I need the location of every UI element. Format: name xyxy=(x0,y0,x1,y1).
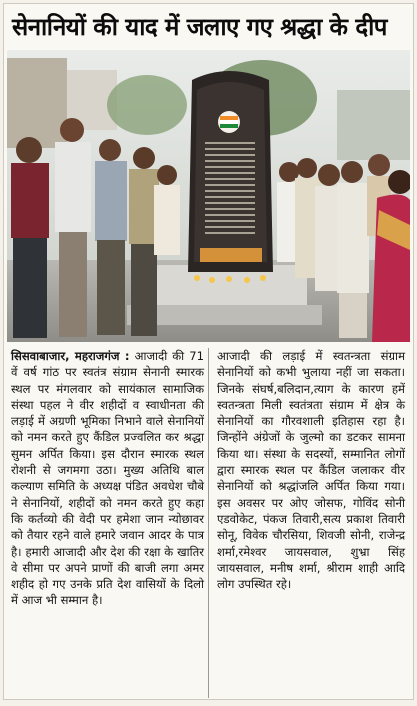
column-1-text: आजादी की 71 वें वर्ष गांठ पर स्वतंत्र संग्राम सेनानी स्मारक स्थल पर मंगलवार को सायंकाल सामाजिक संस्था पहल ने वीर शहीदों व स्वाधीनता की लड़ाई में अग्रणी भूमिका निभाने वाले सेनानियों को नमन करते हुए कैंडिल प्रज्वलित कर श्रद्धा सुमन अर्पित किया। इस दौरान स्मारक स्थल रोशनी से जगमगा उठा। मुख्य अतिथि बाल कल्याण समिति के अध्यक्ष पंडित अवधेश चौबे ने सेनानियों, शहीदों को नमन करते हुए कहा कि कर्तव्यो की वेदी पर हमेशा जान न्योछावर को तैयार रहने वाले हमारे जवान आदर के पात्र है। हमारी आजादी और देश की रक्षा के खातिर वे सीमा पर अपने प्राणों की बाजी लगा अमर शहीद हो गए उनके प्रति देश वासियों के दिलो में आज भी सम्मान है। xyxy=(11,349,204,608)
article-column-1 xyxy=(9,348,209,698)
headline: सेनानियों की याद में जलाए गए श्रद्धा के दीप xyxy=(12,13,387,41)
article-column-2 xyxy=(209,348,409,698)
newspaper-clipping xyxy=(3,3,414,700)
column-2-text: आजादी की लड़ाई में स्वतन्त्रता संग्राम सेनानियों को कभी भुलाया नहीं जा सकता। जिनके संघर्ष,बलिदान,त्याग के कारण हमें स्वतन्त्रता मिली स्वतंत्रता संग्राम में क्षेत्र के सेनानियों का गौरवशाली इतिहास रहा है। जिन्होंने अंग्रेजों के जुल्मो का डटकर सामना किया था। संस्था के सदस्यों, सम्मानित लोगों द्वारा स्मारक स्थल पर कैंडिल जलाकर वीर सेनानियों को श्रद्धांजलि अर्पित किया गया। इस अवसर पर ओए जोसफ, गोविंद सोनी एडवोकेट, पंकज तिवारी,सत्य प्रकाश तिवारी सोनू, विवेक चौरसिया, शिवजी सोनी, राजेन्द्र शर्मा,रमेश्वर जायसवाल, शुभ्रा सिंह जायसवाल, मनीष शर्मा, श्रीराम शाही आदि लोग उपस्थित रहे। xyxy=(217,349,405,592)
news-photo xyxy=(7,50,410,342)
article-body xyxy=(9,348,409,698)
memorial-plaque xyxy=(188,71,273,272)
dateline: सिसवाबाजार, महराजगंज : xyxy=(11,349,130,363)
